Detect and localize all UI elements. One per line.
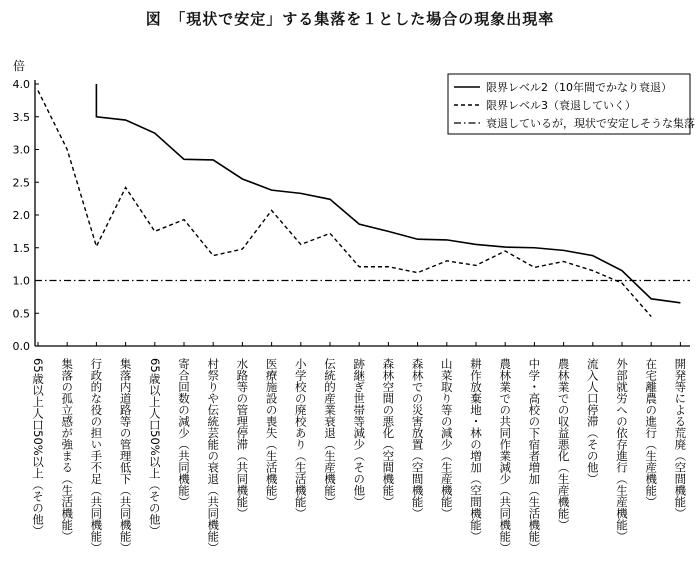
y-unit-label: 倍 [13,59,26,73]
x-category-label: 65歳以上人口50%以上（その他） [31,358,45,537]
legend-label-1: 限界レベル2（10年間でかなり衰退） [486,81,672,94]
x-category-label: 伝統的産業衰退（生産機能） [323,358,337,508]
x-category-label: 農林業での共同作業減少（共同機能） [498,358,513,554]
x-category-label: 外部就労への依存進行（生産機能） [615,358,629,542]
x-category-label: 医療施設の喪失（生活機能） [264,358,279,508]
y-tick-label: 3.0 [12,143,30,157]
x-category-label: 村祭りや伝統芸能の衰退（共同機能） [206,358,221,554]
x-category-label: 集落内道路等の管理低下（共同機能） [118,358,133,554]
x-category-label: 開発等による荒廃（空間機能） [673,358,688,519]
x-category-label: 森林空間の悪化（空間機能） [381,358,396,508]
y-tick-label: 4.0 [12,78,30,91]
y-tick-label: 1.5 [12,241,30,255]
y-tick-label: 1.0 [12,274,30,288]
legend-label-2: 限界レベル3（衰退していく） [486,99,636,112]
y-tick-label: 3.5 [12,110,30,124]
x-category-label: 水路等の管理停滞（共同機能） [235,358,250,519]
x-category-label: 跡継ぎ世帯等減少（その他） [352,358,367,508]
y-tick-label: 0.5 [12,307,30,321]
x-category-label: 行政的な役の担い手不足（共同機能） [89,358,104,554]
legend-label-3: 衰退しているが，現状で安定しそうな集落 [486,117,695,130]
x-category-label: 中学・高校の下宿者増加（生活機能） [527,358,542,554]
x-category-label: 山菜取り等の減少（生産機能） [439,358,454,519]
x-category-label: 集落の孤立感が強まる（生活機能） [60,358,75,542]
y-tick-label: 2.0 [12,209,30,222]
x-category-label: 耕作放棄地・林の増加（空間機能） [469,358,483,542]
x-category-label: 流入人口停滞（その他） [585,358,600,485]
y-tick-label: 0.0 [12,340,30,353]
chart-title: 図 「現状で安定」する集落を１とした場合の現象出現率 [145,10,555,28]
x-category-label: 森林での災害放置（空間機能） [410,358,425,519]
x-category-label: 寄合回数の減少（共同機能） [177,358,191,508]
x-category-label: 在宅離農の進行（生産機能） [644,358,659,508]
x-category-label: 65歳以上人口50%以上（その他） [147,358,162,537]
y-tick-label: 2.5 [12,176,30,190]
x-category-label: 農林業での収益悪化（生産機能） [556,358,571,531]
x-category-label: 小学校の廃校あり（生活機能） [293,358,308,519]
